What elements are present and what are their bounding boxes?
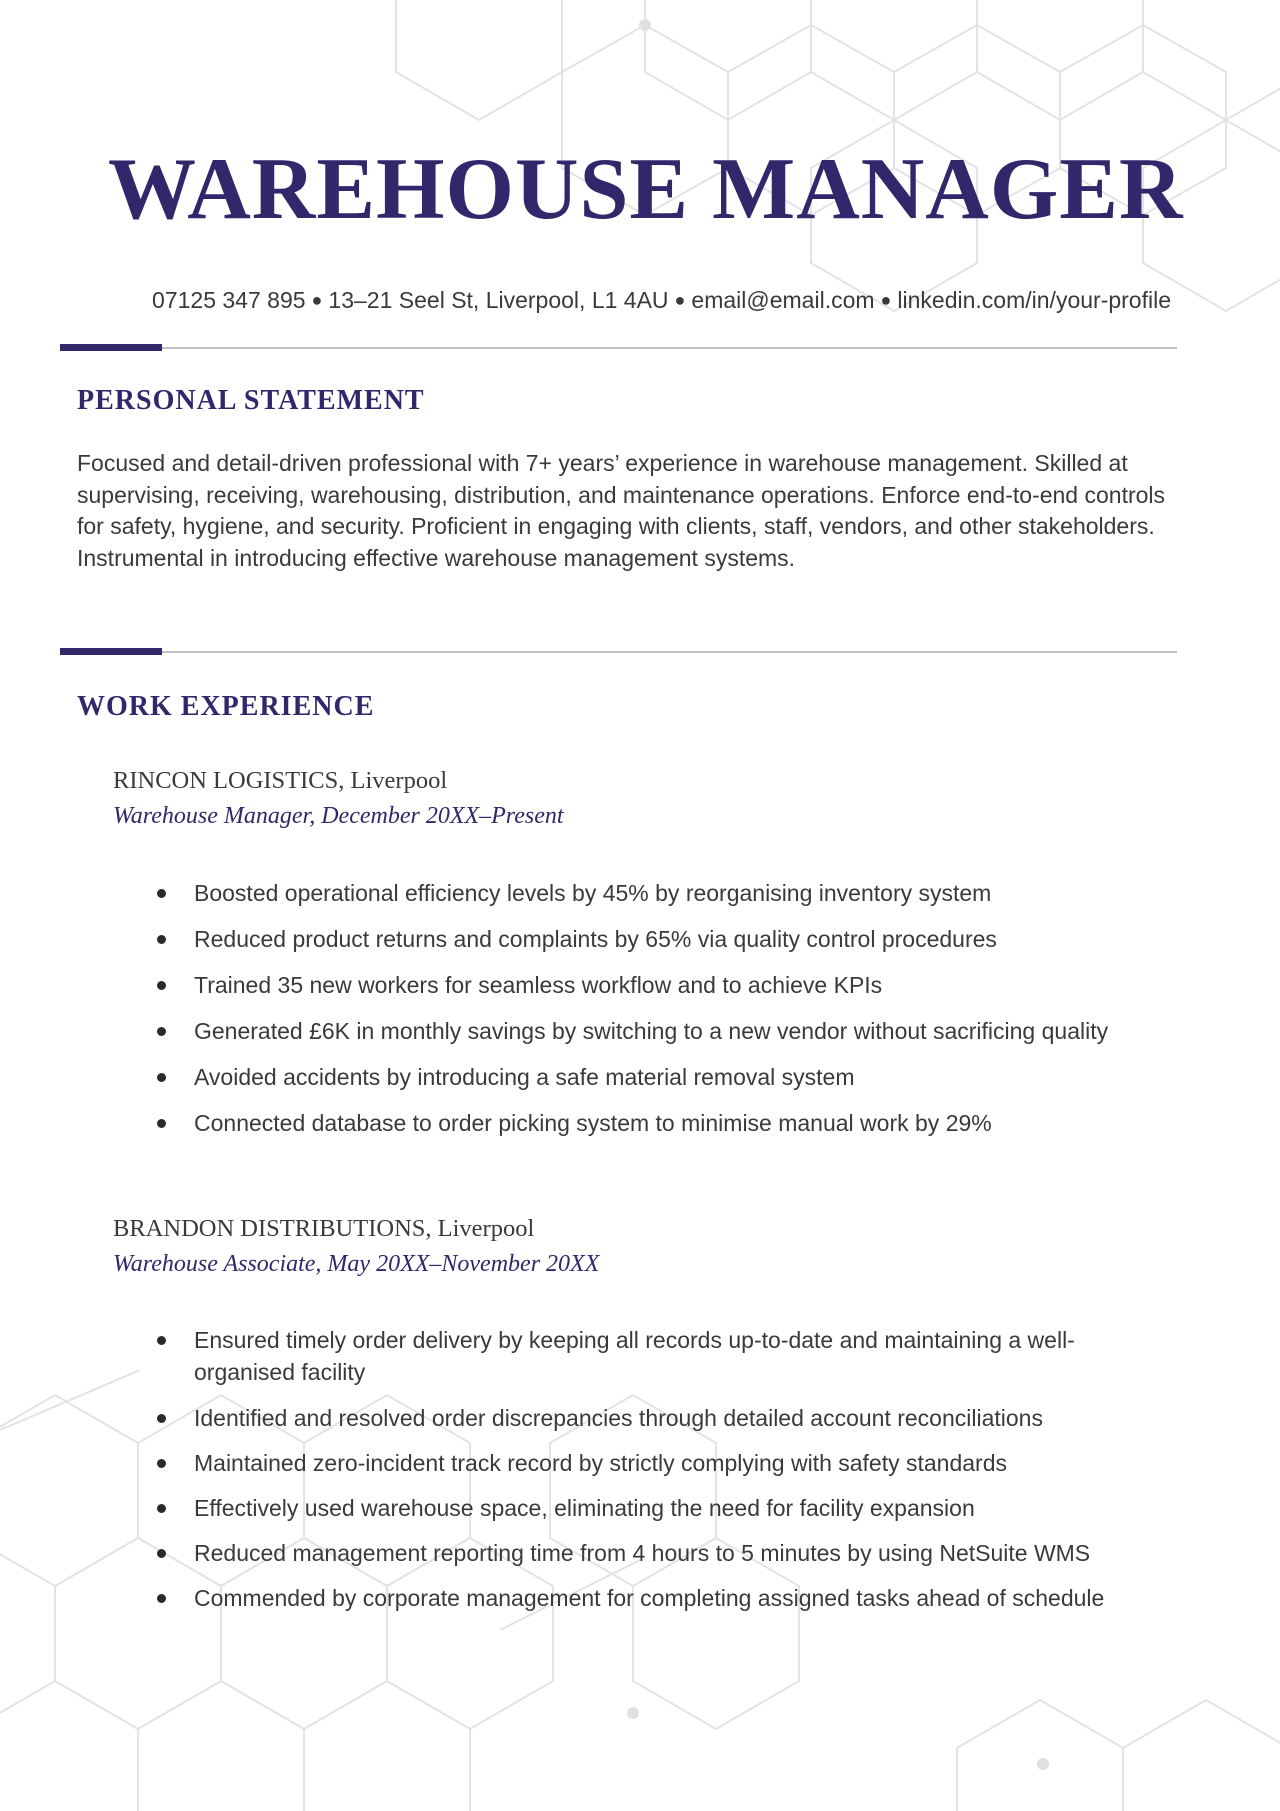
contact-linkedin: linkedin.com/in/your-profile bbox=[897, 287, 1171, 313]
contact-separator: ● bbox=[880, 290, 892, 310]
list-item: Trained 35 new workers for seamless workflow and to achieve KPIs bbox=[157, 969, 1157, 1001]
list-item: Reduced management reporting time from 4 hours to 5 minutes by using NetSuite WMS bbox=[157, 1537, 1157, 1569]
section-divider bbox=[60, 651, 1177, 653]
list-item: Ensured timely order delivery by keeping all records up-to-date and maintaining a well-organised facility bbox=[157, 1324, 1157, 1388]
list-item: Avoided accidents by introducing a safe material removal system bbox=[157, 1061, 1157, 1093]
list-item: Commended by corporate management for completing assigned tasks ahead of schedule bbox=[157, 1582, 1157, 1614]
job-achievements-list bbox=[157, 1324, 1157, 1627]
job-role: Warehouse Associate, May 20XX–November 20XX bbox=[113, 1251, 600, 1277]
contact-line bbox=[60, 284, 1171, 316]
list-item: Generated £6K in monthly savings by switching to a new vendor without sacrificing quality bbox=[157, 1015, 1157, 1047]
job-company: RINCON LOGISTICS, Liverpool bbox=[113, 767, 448, 794]
list-item: Identified and resolved order discrepancies through detailed account reconciliations bbox=[157, 1402, 1157, 1434]
resume-name-title: WAREHOUSE MANAGER bbox=[108, 141, 1184, 238]
job-entry bbox=[113, 764, 1173, 1136]
personal-statement-heading: PERSONAL STATEMENT bbox=[77, 385, 425, 416]
list-item: Effectively used warehouse space, eliminating the need for facility expansion bbox=[157, 1492, 1157, 1524]
job-company: BRANDON DISTRIBUTIONS, Liverpool bbox=[113, 1215, 535, 1242]
list-item: Boosted operational efficiency levels by 45% by reorganising inventory system bbox=[157, 877, 1157, 909]
list-item: Connected database to order picking system to minimise manual work by 29% bbox=[157, 1107, 1157, 1139]
contact-email: email@email.com bbox=[691, 287, 875, 313]
divider-accent-bar bbox=[60, 344, 162, 351]
job-entry bbox=[113, 1212, 1173, 1611]
job-achievements-list bbox=[157, 877, 1157, 1153]
list-item: Maintained zero-incident track record by strictly complying with safety standards bbox=[157, 1447, 1157, 1479]
section-divider bbox=[60, 347, 1177, 349]
personal-statement-text: Focused and detail-driven professional with 7+ years’ experience in warehouse management. Skilled at supervising, receiving, warehousing, distribution, and maintenance operations. Enforce end-to-end controls for safety, hygiene, and security. Proficient in engaging with clients, staff, vendors, and other stakeholders. Instrumental in introducing effective warehouse management systems. bbox=[77, 450, 1166, 571]
contact-phone: 07125 347 895 bbox=[152, 287, 306, 313]
work-experience-heading: WORK EXPERIENCE bbox=[77, 691, 375, 722]
contact-address: 13–21 Seel St, Liverpool, L1 4AU bbox=[328, 287, 669, 313]
list-item: Reduced product returns and complaints by 65% via quality control procedures bbox=[157, 923, 1157, 955]
contact-separator: ● bbox=[311, 290, 323, 310]
contact-separator: ● bbox=[674, 290, 686, 310]
divider-accent-bar bbox=[60, 648, 162, 655]
job-role: Warehouse Manager, December 20XX–Present bbox=[113, 803, 564, 829]
